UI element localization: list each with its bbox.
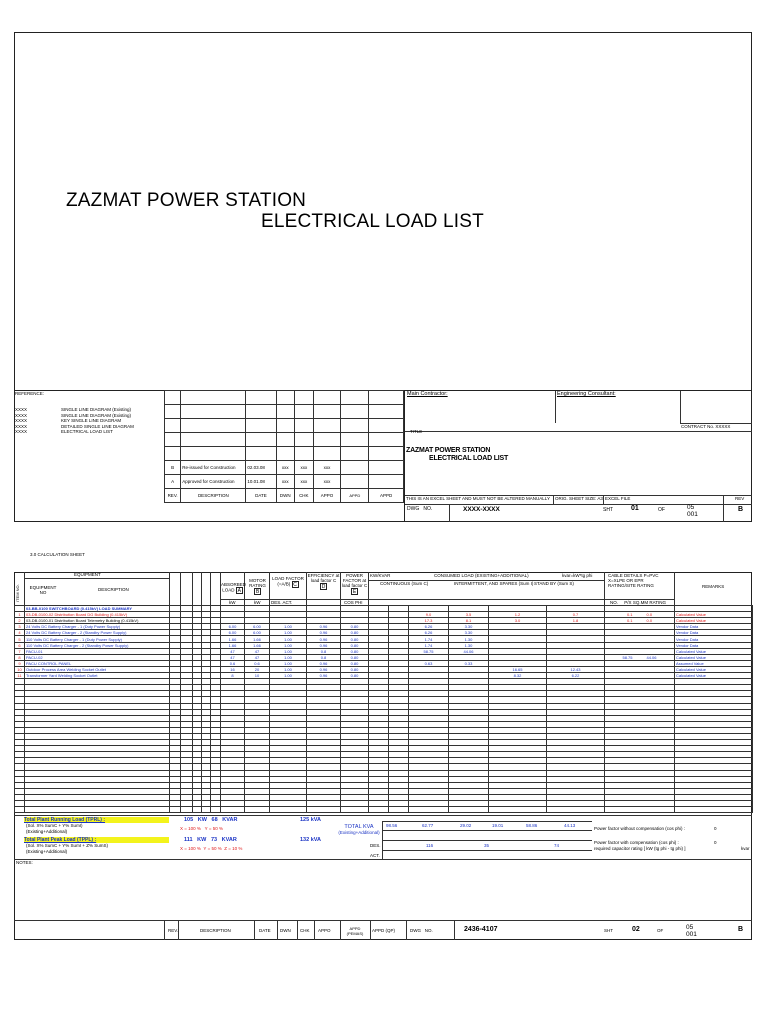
pf-with-label: Power factor with compensation (cos phi) :: [594, 840, 679, 845]
description-header: DESCRIPTION: [98, 587, 129, 592]
capacitor-unit: kvar: [741, 846, 750, 851]
cell-pf: 0.80: [341, 624, 369, 630]
cell-no: 5: [15, 636, 25, 642]
cell-no: 6: [15, 642, 25, 648]
footer-of-sub: 001: [686, 931, 697, 938]
footer-sht-label: SHT: [604, 928, 613, 933]
orig-sheet-size: ORIG. SHEET SIZE: A3: [555, 496, 603, 501]
cell-i1: 8.32: [489, 673, 547, 679]
kva-intermittent: 35: [484, 843, 490, 848]
cell-desc: 03-DB-0100-01 Distribution Board Telemetry Building (0.415kV): [25, 618, 170, 624]
footer-dwg: DWG NO.: [410, 928, 433, 933]
motor-rating-header: MOTOR RATING B: [249, 578, 266, 595]
cell-pf: 0.80: [341, 673, 369, 679]
cell-eff: 0.8: [307, 654, 341, 660]
pf-without-value: 0: [714, 826, 717, 831]
cell-mot: 47: [245, 648, 270, 654]
footer-dwg-number: 2436-4107: [464, 926, 498, 933]
footer-appo: APPO: [318, 928, 331, 933]
cell-desc: 03-DB-0100-02 Distribution Board DG Building (0.415kV): [25, 612, 170, 618]
cell-pf: 0.80: [341, 648, 369, 654]
sum-s-kw: 58.86: [526, 823, 538, 828]
cell-mot: 6.00: [245, 624, 270, 630]
cell-eff: 0.96: [307, 642, 341, 648]
cell-c1: 6.26: [409, 630, 449, 636]
cable-subheaders: NO. P/X SQ.MM RATING: [610, 600, 666, 605]
cell-lf: 1.00: [270, 636, 307, 642]
reference-item: XXXX ELECTRICAL LOAD LIST: [15, 429, 113, 435]
cell-lf: 1.00: [270, 673, 307, 679]
contract-no: CONTRACT No. XXXXX: [681, 424, 731, 429]
tprl-factors: X = 100 % Y = 50 %: [180, 826, 223, 831]
tprl-label: Total Plant Running Load (TPRL) :: [24, 817, 169, 823]
cell-desc: 24 Volts DC Battery Charger - 2 (Standby Power Supply): [25, 630, 170, 636]
cell-eff: 0.96: [307, 666, 341, 672]
reference-item: XXXX SINGLE LINE DIAGRAM (Existing): [15, 407, 132, 412]
cell-i2: 6.22: [547, 673, 605, 679]
tppl-kva: 132 kVA: [300, 837, 321, 843]
cell-c1: 1.74: [409, 636, 449, 642]
cell-eff: 0.8: [307, 648, 341, 654]
title-block: [404, 390, 752, 522]
cell-no: 3: [15, 624, 25, 630]
tppl-factors: X = 100 % Y = 50 % Z = 10 %: [180, 846, 243, 851]
cell-s1: 58.75: [622, 654, 633, 660]
sheet-label: SHT: [603, 507, 613, 513]
footer-sht: 02: [632, 926, 640, 933]
kva-des: DES.: [370, 843, 381, 848]
cell-abs: 8: [221, 673, 245, 679]
cell-no: 9: [15, 660, 25, 666]
cell-abs: 1.66: [221, 636, 245, 642]
footer-rev: REV.: [168, 928, 179, 933]
cell-i2: 0.7: [547, 612, 605, 618]
cell-eff: 0.96: [307, 673, 341, 679]
reference-item: XXXX KEY SINGLE LINE DIAGRAM: [15, 418, 122, 424]
cell-c1: 1.74: [409, 642, 449, 648]
cell-no: 1: [15, 612, 25, 618]
sum-c-kvar: 62.77: [422, 823, 434, 828]
revision-value: B: [738, 506, 744, 513]
cell-lf: 1.00: [270, 624, 307, 630]
capacitor-label: required capacitor rating [ kW (tg phi - tg phi) ]: [594, 846, 686, 851]
excel-note: THIS IS AN EXCEL SHEET AND MUST NOT BE ALTERED MANUALLY: [406, 496, 550, 501]
cell-no: 7: [15, 648, 25, 654]
reference-label: REFERENCE:: [15, 391, 45, 396]
cell-remark: Assumed Value: [675, 660, 753, 666]
des-header: DES. ACT.: [271, 600, 293, 605]
footer-dwn: DWN: [280, 928, 291, 933]
cell-no: 4: [15, 630, 25, 636]
page-title: ZAZMAT POWER STATION: [66, 190, 307, 211]
kva-standby: 74: [554, 843, 560, 848]
kva-act: ACT.: [370, 853, 380, 858]
titleblock-title: ZAZMAT POWER STATION: [406, 447, 491, 454]
cell-s2: 0.0: [646, 612, 653, 618]
cell-c2: 1.30: [449, 636, 489, 642]
cell-eff: 0.96: [307, 624, 341, 630]
cell-remark: Calculated Value: [675, 612, 753, 618]
of-label: OF: [658, 507, 665, 513]
tprl-kw: 105 KW 68 KVAR: [184, 817, 238, 823]
cell-c2: 0.33: [449, 660, 489, 666]
cell-pf: 0.80: [341, 630, 369, 636]
revision-header: REV. DESCRIPTION DATE DWN CHK APPO APPD APPD: [165, 489, 404, 503]
reference-item: XXXX SINGLE LINE DIAGRAM (Existing): [15, 412, 132, 418]
section-title: 3.0 CALCULATION SHEET: [30, 552, 85, 557]
kw-header: kW: [254, 600, 261, 605]
cell-remark: Vendor Data: [675, 642, 753, 648]
cell-remark: Calculated Value: [675, 666, 753, 672]
cell-desc: 03-BB-0100 SWITCHBOARD (0.415kV) LOAD SUMMARY: [25, 606, 170, 612]
titleblock-subtitle: ELECTRICAL LOAD LIST: [429, 455, 509, 462]
footer-of-label: OF: [657, 928, 664, 933]
cell-abs: 1.66: [221, 642, 245, 648]
footer-of: 05: [686, 924, 694, 931]
footer-rev-value: B: [738, 926, 744, 933]
tppl-label: Total Plant Peak Load (TPPL) :: [24, 837, 169, 843]
notes-label: NOTES:: [16, 860, 33, 865]
cell-remark: Vendor Data: [675, 636, 753, 642]
intermittent-header: INTERMITTENT, AND SPARES (Sum I): [454, 581, 534, 586]
cell-mot: 6.00: [245, 630, 270, 636]
cell-pf: 0.80: [341, 636, 369, 642]
cell-abs: 16: [221, 666, 245, 672]
cell-mot: 20: [245, 666, 270, 672]
title-label: TITLE: [410, 429, 423, 434]
cell-s2: 0.0: [646, 618, 653, 624]
sum-c-kw: 98.56: [386, 823, 398, 828]
cell-desc: 110 Volts DC Battery Charger - 2 (Standby Power Supply): [25, 642, 170, 648]
absorbed-load-header: ABSORBED LOAD A: [221, 582, 247, 594]
cell-no: 2: [15, 618, 25, 624]
cell-c2: 44.06: [449, 648, 489, 654]
cell-no: 11: [15, 673, 25, 679]
footer-appd-pemas: APPD (PEMAS): [346, 926, 364, 936]
cell-i1: 1.2: [489, 612, 547, 618]
notes-section: [14, 859, 752, 865]
consumed-load-header: CONSUMED LOAD (EXISTING+ADDITIONAL): [434, 573, 529, 578]
cell-no: 8: [15, 654, 25, 660]
cell-mot: 10: [245, 673, 270, 679]
cell-i2: 12.43: [547, 666, 605, 672]
cell-s1: 0.1: [626, 618, 633, 624]
page-subtitle: ELECTRICAL LOAD LIST: [261, 211, 484, 232]
reference-block: [14, 390, 164, 522]
cell-eff: 0.96: [307, 636, 341, 642]
cell-remark: Calculated Value: [675, 648, 753, 654]
tprl-note: (Existing+Additional): [26, 829, 68, 834]
reference-item: XXXX DETAILED SINGLE LINE DIAGRAM: [15, 423, 134, 429]
cell-c1: 9.0: [409, 612, 449, 618]
kvar-formula: kvar=kW*tg phi: [562, 573, 593, 578]
main-contractor-label: Main Contractor:: [407, 391, 448, 397]
continuous-header: CONTINUOUS (Sum C): [380, 581, 429, 586]
tprl-kva: 125 kVA: [300, 817, 321, 823]
cell-c2: 3.30: [449, 624, 489, 630]
footer-chk: CHK: [300, 928, 310, 933]
excel-file-label: EXCEL FILE: [605, 496, 631, 501]
cell-desc: PACU CONTROL PANEL: [25, 660, 170, 666]
cell-mot: 1.66: [245, 636, 270, 642]
revision-row: A Approved for Construction 10.01.08 xxx xxx xxx: [165, 475, 404, 489]
power-factor-header: POWER FACTOR at load factor C E: [341, 573, 368, 595]
cell-desc: 24 Volts DC Battery Charger - 1 (Duty Power Supply): [25, 624, 170, 630]
pf-without-label: Power factor without compensation (cos phi) :: [594, 826, 686, 831]
cell-remark: Vendor Data: [675, 630, 753, 636]
cell-mot: 1.66: [245, 642, 270, 648]
cell-lf: 1.00: [270, 648, 307, 654]
total-kva-label: TOTAL KVA (Existing+Additional): [338, 824, 380, 835]
cell-remark: Vendor Data: [675, 624, 753, 630]
cell-desc: 110 Volts DC Battery Charger - 1 (Duty Power Supply): [25, 636, 170, 642]
footer-date: DATE: [259, 928, 271, 933]
cell-pf: 0.80: [341, 660, 369, 666]
sum-i-kw: 29.02: [460, 823, 472, 828]
equipment-header: EQUIPMENT: [74, 572, 101, 577]
summary-block: [14, 815, 752, 859]
cable-details-header: CABLE DETAILS P=PVC X=XLPE OR EPR RATING/SITE RATING: [608, 573, 659, 588]
remarks-header: REMARKS: [702, 584, 725, 589]
cell-remark: Calculated Value: [675, 618, 753, 624]
cell-pf: 0.80: [341, 654, 369, 660]
cell-c1: 58.75: [409, 648, 449, 654]
cell-remark: Calculated Value: [675, 654, 753, 660]
cell-mot: 0.6: [245, 660, 270, 666]
cell-remark: Calculated Value: [675, 673, 753, 679]
footer-desc: DESCRIPTION: [200, 928, 231, 933]
table-row: [15, 807, 753, 813]
cell-no: 10: [15, 666, 25, 672]
revision-row: B Re-issued for Construction 02.03.08 xxx xxx xxx: [165, 461, 404, 475]
pf-with-value: 0: [714, 840, 717, 845]
cell-desc: PACU-01: [25, 648, 170, 654]
cell-desc: PACU-02: [25, 654, 170, 660]
cell-c1: 0.63: [409, 660, 449, 666]
cell-abs: 0.6: [221, 660, 245, 666]
cell-lf: 1.00: [270, 642, 307, 648]
footer-appd-qp: APPD (QP): [372, 928, 396, 933]
dwg-label: DWG NO.: [407, 506, 433, 512]
cell-eff: 0.96: [307, 630, 341, 636]
cell-desc: Transformer Yard Welding Socket Outlet: [25, 673, 170, 679]
cell-i1: 3.0: [489, 618, 547, 624]
load-factor-header: LOAD FACTOR (=A/B) C: [272, 576, 304, 588]
cell-c1: 6.26: [409, 624, 449, 630]
engineering-consultant-label: Engineering Consultant:: [557, 391, 616, 397]
tppl-kw: 111 KW 73 KVAR: [184, 837, 237, 843]
cell-mot: 47: [245, 654, 270, 660]
calc-table-header: [14, 572, 752, 606]
cell-lf: 1.00: [270, 666, 307, 672]
sheet-number: 01: [631, 505, 639, 512]
cell-s1: 0.1: [626, 612, 633, 618]
standby-header: STAND BY (Sum S): [534, 581, 574, 586]
footer-title-block: [14, 920, 752, 940]
kva-continuous: 116: [426, 843, 434, 848]
cell-c1: 17.3: [409, 618, 449, 624]
cosphi-header: COS PHI: [344, 600, 363, 605]
cell-abs: 47: [221, 648, 245, 654]
kw-header: kW: [229, 600, 236, 605]
cell-lf: 1.00: [270, 630, 307, 636]
cell-eff: 0.96: [307, 660, 341, 666]
cell-abs: 6.00: [221, 624, 245, 630]
tprl-formula: (Sol. X% SumC + Y% SumI): [26, 823, 83, 828]
cell-c2: 1.30: [449, 642, 489, 648]
drawing-number: XXXX-XXXX: [463, 506, 500, 513]
sum-s-kvar: 44.13: [564, 823, 576, 828]
calc-table: [14, 605, 753, 813]
cell-abs: 47: [221, 654, 245, 660]
sum-i-kvar: 19.01: [492, 823, 504, 828]
revision-table: [164, 390, 404, 503]
cell-c2: 8.1: [449, 618, 489, 624]
total-sheets-sub: 001: [687, 511, 698, 518]
cell-pf: 0.80: [341, 642, 369, 648]
cell-i2: 1.8: [547, 618, 605, 624]
equipment-no-header: EQUIPMENT NO: [29, 585, 57, 595]
cell-c2: 3.5: [449, 612, 489, 618]
cell-c2: 3.30: [449, 630, 489, 636]
cell-s2: 44.06: [646, 654, 657, 660]
cell-lf: 1.00: [270, 660, 307, 666]
cell-lf: 1.00: [270, 654, 307, 660]
cell-pf: 0.80: [341, 666, 369, 672]
cell-i1: 16.65: [489, 666, 547, 672]
efficiency-header: EFFICIENCY at load factor C D: [307, 573, 340, 590]
item-no-header: ITEM NO.: [15, 584, 20, 602]
tppl-note: (Existing+Additional): [26, 849, 68, 854]
kw-kvar-header: KW/KVAR: [370, 573, 391, 578]
cell-abs: 6.00: [221, 630, 245, 636]
rev-label: REV: [735, 496, 745, 501]
cell-desc: Outdoor Process Area Welding Socket Outlet: [25, 666, 170, 672]
total-sheets: 05: [687, 504, 695, 511]
tppl-formula: (Sol. X% SumC + Y% SumI + Z% SumS): [26, 843, 108, 848]
reference-list: [15, 407, 134, 435]
